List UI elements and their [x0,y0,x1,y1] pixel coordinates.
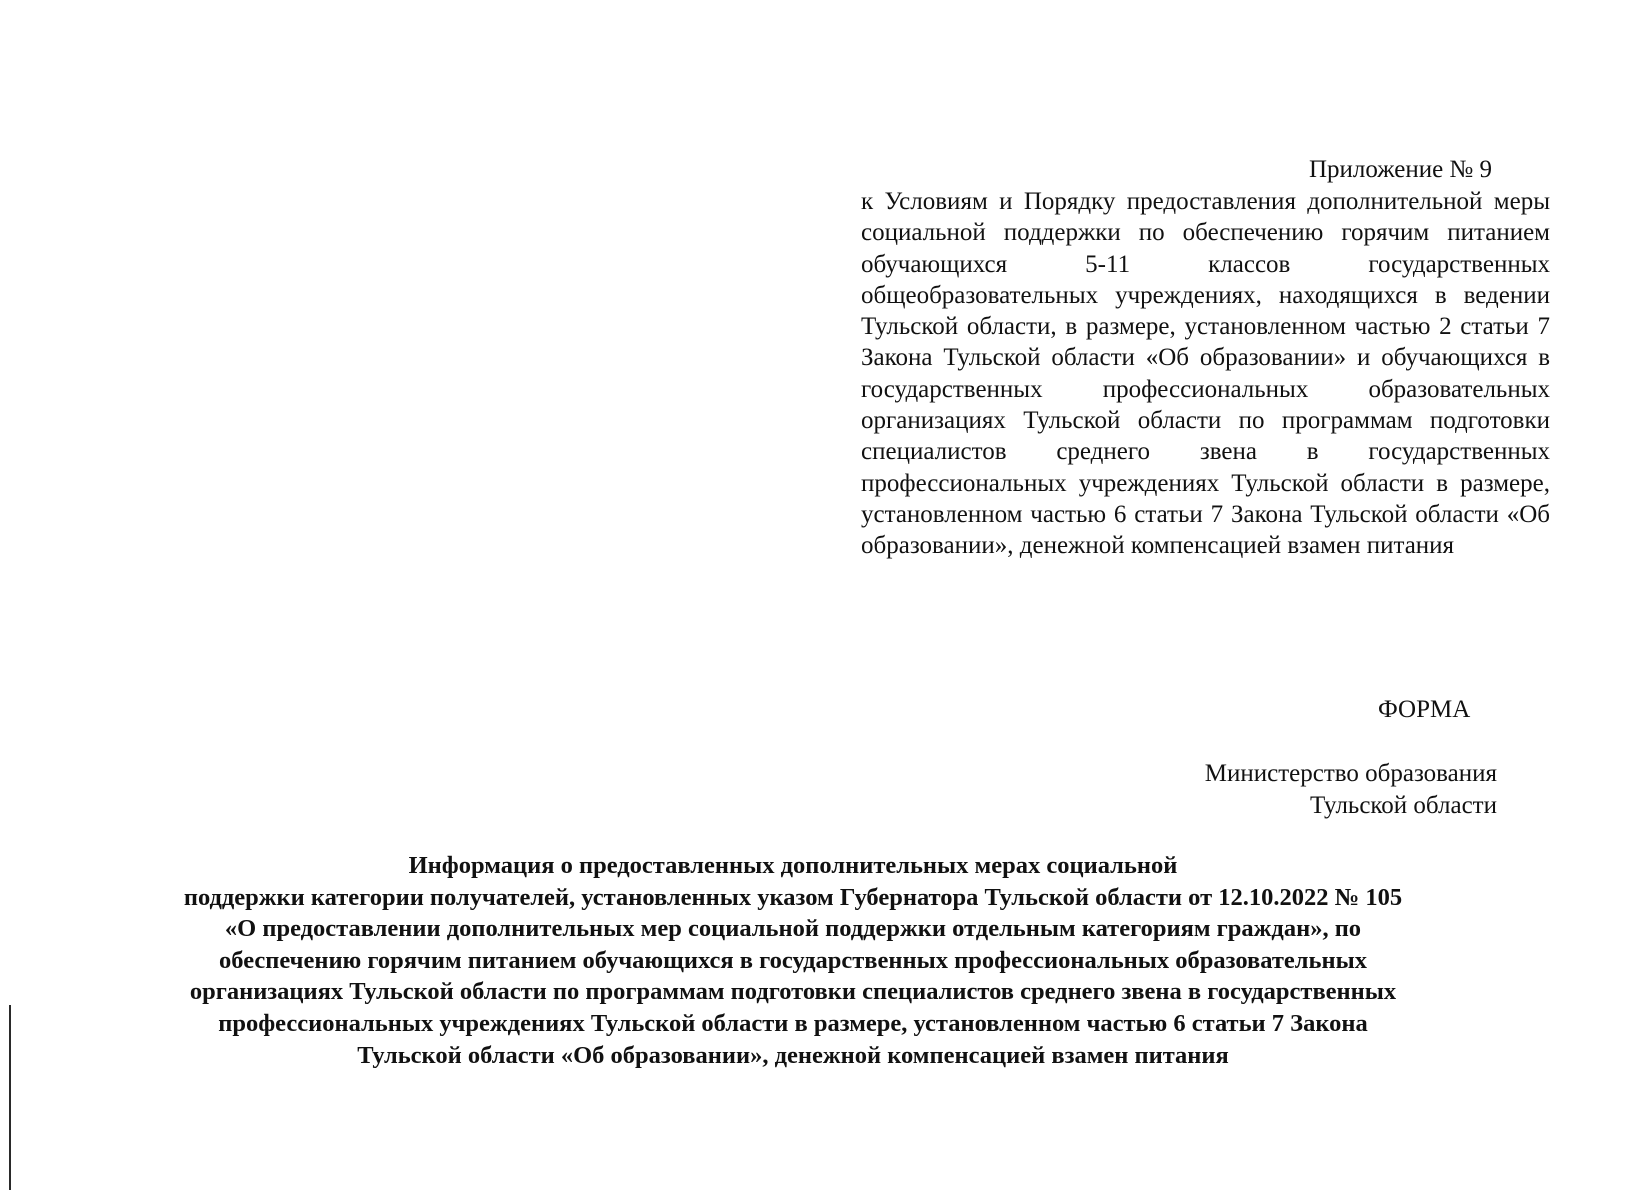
addressee-line-1: Министерство образования [1204,760,1497,787]
document-title-line: Тульской области «Об образовании», денежной компенсацией взамен питания [357,1041,1229,1069]
form-label: ФОРМА [1378,696,1471,723]
appendix-text: к Условиям и Порядку предоставления дополнительной меры социальной поддержки по обеспечению горячим питанием обучающихся 5-11 классов государственных общеобразовательных учреждениях, находящихся в ведении Тульской области, в размере, установленном частью 2 статьи 7 Закона Тульской области «Об образовании» и обучающихся в государственных профессиональных образовательных организациях Тульской области по программам подготовки специалистов среднего звена в государственных профессиональных учреждениях Тульской области в размере, установленном частью 6 статьи 7 Закона Тульской области «Об образовании», денежной компенсацией взамен питания [861,188,1550,560]
scan-edge-line [9,1005,11,1190]
addressee-block [1000,758,1497,822]
document-title [60,850,1526,1071]
document-title-line: Информация о предоставленных дополнительных мерах социальной [408,852,1178,879]
document-title-line: «О предоставлении дополнительных мер социальной поддержки отдельным категориям граждан», по [224,915,1362,943]
addressee-line-2: Тульской области [1310,792,1497,819]
document-title-line: профессиональных учреждениях Тульской области в размере, установленном частью 6 статьи 7 Закона [218,1009,1368,1037]
document-title-line: организациях Тульской области по программам подготовки специалистов среднего звена в государственных [189,978,1397,1006]
document-title-line: поддержки категории получателей, установленных указом Губернатора Тульской области от 12.10.2022 № 105 [183,883,1403,911]
document-title-line: обеспечению горячим питанием обучающихся в государственных профессиональных образовательных [219,946,1367,974]
appendix-number: Приложение № 9 [1309,156,1493,183]
